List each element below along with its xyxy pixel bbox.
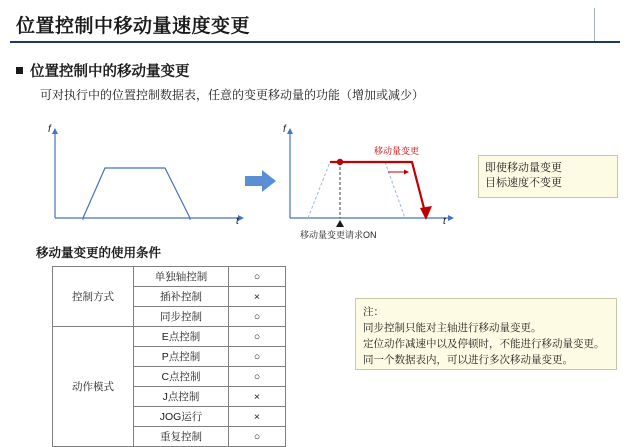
table-row <box>53 327 286 347</box>
table-cell-mark: ○ <box>229 327 286 347</box>
table-cell-item: P点控制 <box>134 347 229 367</box>
note-remarks <box>355 298 617 370</box>
note-speed-unchanged <box>478 155 618 198</box>
graph-after <box>280 128 455 233</box>
graph-before-y-label: f <box>48 124 51 135</box>
note-remarks-line4: 同一个数据表内，可以进行多次移动量变更。 <box>363 354 573 366</box>
table-row <box>53 267 286 287</box>
section-description: 可对执行中的位置控制数据表，任意的变更移动量的功能（增加或减少） <box>40 88 425 102</box>
note-remarks-line3: 定位动作减速中以及停顿时，不能进行移动量变更。 <box>363 338 605 350</box>
table-cell-category: 控制方式 <box>53 267 134 327</box>
table-cell-item: 同步控制 <box>134 307 229 327</box>
note-speed-unchanged-line1: 即使移动量变更 <box>485 162 562 174</box>
table-cell-mark: ○ <box>229 267 286 287</box>
table-cell-item: E点控制 <box>134 327 229 347</box>
graph-after-x-label: t <box>443 216 446 227</box>
title-divider-vertical <box>594 8 595 41</box>
table-cell-item: JOG运行 <box>134 407 229 427</box>
table-cell-mark: ○ <box>229 427 286 447</box>
table-cell-mark: ○ <box>229 307 286 327</box>
graph-after-y-label: f <box>283 124 286 135</box>
table-cell-item: C点控制 <box>134 367 229 387</box>
title-area <box>10 8 620 44</box>
table-cell-mark: × <box>229 387 286 407</box>
table-cell-item: 插补控制 <box>134 287 229 307</box>
table-cell-mark: ○ <box>229 347 286 367</box>
graph-before <box>45 128 245 233</box>
table-cell-mark: × <box>229 287 286 307</box>
table-cell-mark: ○ <box>229 367 286 387</box>
note-remarks-line2: 同步控制只能对主轴进行移动量变更。 <box>363 322 542 334</box>
table-cell-mark: × <box>229 407 286 427</box>
graph-after-request-label: 移动量变更请求ON <box>300 230 377 240</box>
table-cell-item: J点控制 <box>134 387 229 407</box>
transition-arrow-icon <box>245 168 277 194</box>
table-cell-item: 重复控制 <box>134 427 229 447</box>
section-heading: 位置控制中的移动量变更 <box>30 64 190 80</box>
graph-before-x-label: t <box>236 216 239 227</box>
table-cell-category: 动作模式 <box>53 327 134 447</box>
page-title: 位置控制中移动量速度变更 <box>16 16 251 37</box>
title-underline <box>10 41 620 43</box>
table-caption: 移动量变更的使用条件 <box>36 246 162 260</box>
conditions-table <box>52 266 286 447</box>
note-speed-unchanged-line2: 目标速度不变更 <box>485 177 562 189</box>
table-cell-item: 单独轴控制 <box>134 267 229 287</box>
note-remarks-line1: 注： <box>363 306 384 318</box>
section-bullet-icon <box>16 67 23 74</box>
graph-after-change-label: 移动量变更 <box>374 146 420 156</box>
